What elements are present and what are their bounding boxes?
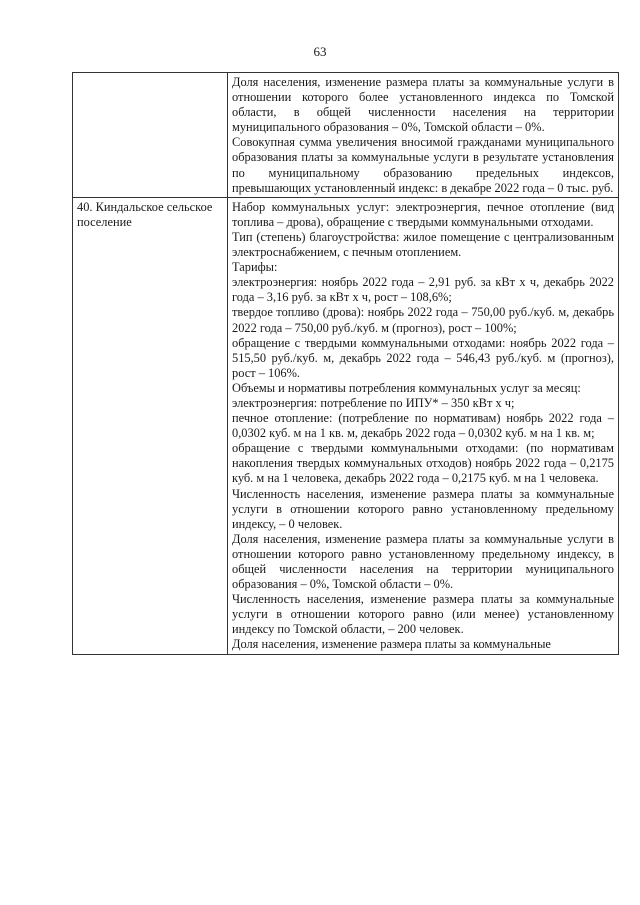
table-row <box>73 73 619 198</box>
municipality-name-cell <box>73 197 228 654</box>
description-paragraph: Доля населения, изменение размера платы за коммунальные <box>232 637 551 652</box>
description-paragraph: Тарифы: <box>232 260 278 275</box>
municipality-name-cell <box>73 73 228 198</box>
description-cell <box>228 73 619 198</box>
description-paragraph: Доля населения, изменение размера платы за коммунальные услуги в отношении которого более установленного индекса по Томской области, в общей численности населения на территории муниципального образования – 0%, Томской области – 0%. <box>232 75 614 135</box>
table-row <box>73 197 619 654</box>
description-paragraph: Объемы и нормативы потребления коммунальных услуг за месяц: <box>232 380 581 395</box>
description-paragraph: Набор коммунальных услуг: электроэнергия, печное отопление (вид топлива – дрова), обращение с твердыми коммунальными отходами. <box>232 199 614 229</box>
description-paragraph: обращение с твердыми коммунальными отходами: ноябрь 2022 года – 515,50 руб./куб. м, декабрь 2022 года – 546,43 руб./куб. м (прогноз), рост – 106%. <box>232 335 614 380</box>
page-number: 63 <box>313 44 327 59</box>
description-cell <box>228 197 619 654</box>
description-paragraph: электроэнергия: потребление по ИПУ* – 350 кВт х ч; <box>232 395 515 410</box>
description-paragraph: Тип (степень) благоустройства: жилое помещение с централизованным электроснабжением, с печным отоплением. <box>232 229 614 260</box>
description-paragraph: Численность населения, изменение размера платы за коммунальные услуги в отношении которого равно (или менее) установленному индексу по Томской области, – 200 человек. <box>232 592 614 637</box>
description-paragraph: Совокупная сумма увеличения вносимой гражданами муниципального образования платы за коммунальные услуги в результате установления по муниципальному образованию предельных индексов, превышающих установленный индекс: в декабре 2022 года – 0 тыс. руб. <box>232 135 614 195</box>
description-paragraph: Доля населения, изменение размера платы за коммунальные услуги в отношении которого равно установленному предельному индексу, в общей численности населения на территории муниципального образования – 0%, Томской области – 0%. <box>232 531 614 592</box>
description-paragraph: твердое топливо (дрова): ноябрь 2022 года – 750,00 руб./куб. м, декабрь 2022 года – 750,00 руб./куб. м (прогноз), рост – 100%; <box>232 305 614 335</box>
municipality-name: 40. Киндальское сельское поселение <box>77 199 213 229</box>
description-paragraph: обращение с твердыми коммунальными отходами: (по нормативам накопления твердых коммунальных отходов) ноябрь 2022 года – 0,2175 куб. м на 1 человека, декабрь 2022 года – 0,2175 куб. м на 1 человека. <box>232 441 614 486</box>
document-table <box>72 72 619 655</box>
table-body <box>73 73 619 655</box>
description-paragraph: печное отопление: (потребление по нормативам) ноябрь 2022 года – 0,0302 куб. м на 1 кв. м, декабрь 2022 года – 0,0302 куб. м на 1 кв. м; <box>232 411 614 441</box>
description-paragraph: электроэнергия: ноябрь 2022 года – 2,91 руб. за кВт х ч, декабрь 2022 года – 3,16 руб. за кВт х ч, рост – 108,6%; <box>232 275 614 305</box>
description-paragraph: Численность населения, изменение размера платы за коммунальные услуги в отношении которого равно установленному предельному индексу, – 0 человек. <box>232 486 614 531</box>
